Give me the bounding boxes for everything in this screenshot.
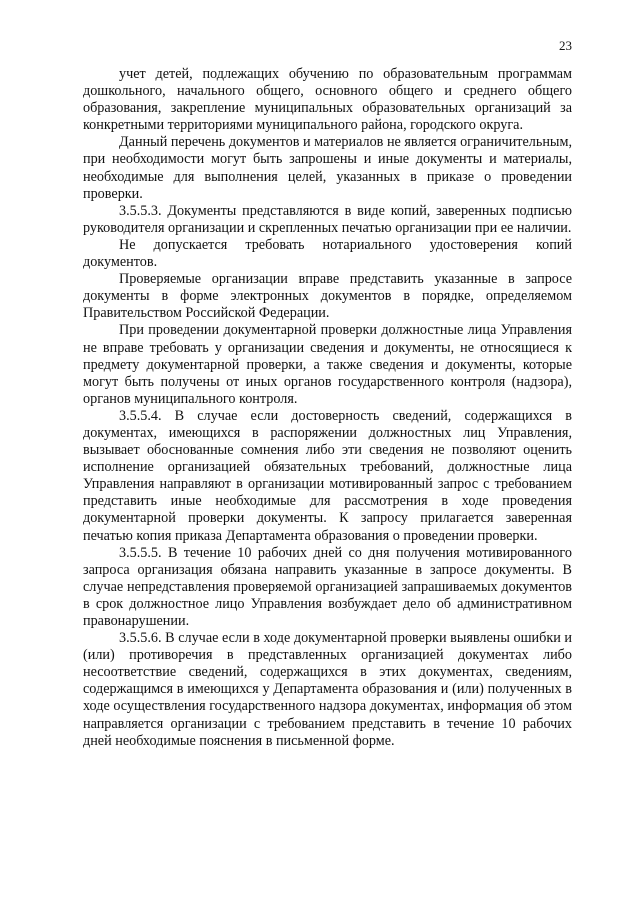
paragraph-notarization: Не допускается требовать нотариального удостоверения копий документов. <box>83 236 572 271</box>
page-body <box>83 66 572 750</box>
page-number: 23 <box>559 38 572 53</box>
paragraph-3-5-5-6: 3.5.5.6. В случае если в ходе документарной проверки выявлены ошибки и (или) противоречия в представленных организацией документах либо несоответствие сведений, содержащихся в этих документах, сведениям, содержащимся в имеющихся у Департамента образования и (или) полученных в ходе осуществления государственного надзора документах, информация об этом направляется организации с требованием представить в течение 10 рабочих дней необходимые пояснения в письменной форме. <box>83 630 572 749</box>
paragraph-3-5-5-5: 3.5.5.5. В течение 10 рабочих дней со дня получения мотивированного запроса организация обязана направить указанные в запросе документы. В случае непредставления проверяемой организацией запрашиваемых документов в срок должностное лицо Управления возбуждает дело об административном правонарушении. <box>83 544 572 629</box>
paragraph-inspection-limits: При проведении документарной проверки должностные лица Управления не вправе требовать у организации сведения и документы, не относящиеся к предмету документарной проверки, а также сведения и документы, которые могут быть получены от иных органов государственного контроля (надзора), органов муниципального контроля. <box>83 322 572 407</box>
paragraph-document-list-note: Данный перечень документов и материалов не является ограничительным, при необходимости могут быть запрошены и иные документы и материалы, необходимые для выполнения целей, указанных в приказе о проведении проверки. <box>83 134 572 202</box>
paragraph-3-5-5-4: 3.5.5.4. В случае если достоверность сведений, содержащихся в документах, имеющихся в распоряжении должностных лиц Управления, вызывает обоснованные сомнения либо эти сведения не позволяют оценить исполнение организацией обязательных требований, должностные лица Управления направляют в организации мотивированный запрос с требованием представить иные необходимые для рассмотрения в ходе проведения документарной проверки документы. К запросу прилагается заверенная печатью копия приказа Департамента образования о проведении проверки. <box>83 407 572 544</box>
paragraph-electronic-documents: Проверяемые организации вправе представить указанные в запросе документы в форме электронных документов в порядке, определяемом Правительством Российской Федерации. <box>83 271 572 322</box>
paragraph-3-5-5-3: 3.5.5.3. Документы представляются в виде копий, заверенных подписью руководителя организации и скрепленных печатью организации при ее наличии. <box>83 202 572 236</box>
paragraph-continuation: учет детей, подлежащих обучению по образовательным программам дошкольного, начального общего, основного общего и среднего общего образования, закрепление муниципальных образовательных организаций за конкретными территориями муниципального района, городского округа. <box>83 66 572 134</box>
